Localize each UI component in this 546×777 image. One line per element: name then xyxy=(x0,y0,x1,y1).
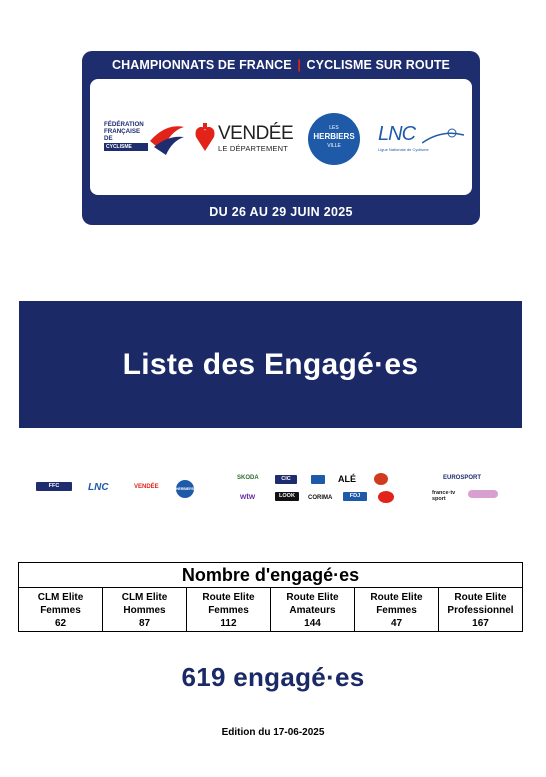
count-table-row xyxy=(19,588,522,632)
sponsor-eurosport-logo: EUROSPORT xyxy=(443,475,482,481)
count-cell-route-elite-femmes: Route Elite Femmes 112 xyxy=(187,588,271,632)
edition-date: Edition du 17-06-2025 xyxy=(221,727,325,738)
lnc-logo: LNC Ligue Nationale de Cyclisme xyxy=(378,123,464,157)
partner-lnc-logo: LNC xyxy=(88,482,109,493)
total-entries: 619 engagé·es xyxy=(181,662,365,692)
vendee-heart-icon xyxy=(194,123,216,153)
vendee-logo: VENDÉE LE DÉPARTEMENT xyxy=(194,123,290,159)
entries-count-table xyxy=(18,562,523,632)
sponsor-look-logo: LOOK xyxy=(275,492,299,501)
event-banner xyxy=(82,51,480,225)
sponsor-wtw-logo: wtw xyxy=(240,492,256,501)
banner-title-separator: | xyxy=(297,58,301,72)
sponsor-badge-logo xyxy=(311,475,325,484)
count-cell-clm-elite-hommes: CLM Elite Hommes 87 xyxy=(103,588,187,632)
main-title: Liste des Engagé·es xyxy=(122,347,419,381)
sponsor-rainbow-logo xyxy=(468,490,498,498)
count-cell-route-elite-femmes-2: Route Elite Femmes 47 xyxy=(355,588,439,632)
partner-ffc-logo: FFC xyxy=(36,482,72,491)
sponsor-total-logo xyxy=(378,491,394,503)
partners-strip xyxy=(0,470,546,510)
sponsor-round-logo xyxy=(374,473,388,485)
banner-title: CHAMPIONNATS DE FRANCE | CYCLISME SUR ROUTE xyxy=(112,58,450,72)
banner-logo-panel xyxy=(90,79,472,195)
sponsor-skoda-logo: SKODA xyxy=(237,475,259,481)
main-title-block xyxy=(19,301,522,428)
sponsor-cic-logo: CIC xyxy=(275,475,297,484)
banner-date: DU 26 AU 29 JUIN 2025 xyxy=(209,205,353,219)
ffc-logo: FÉDÉRATION FRANÇAISE DE CYCLISME xyxy=(104,121,186,159)
les-herbiers-logo: LES HERBIERS VILLE xyxy=(308,113,360,165)
count-cell-clm-elite-femmes: CLM Elite Femmes 62 xyxy=(19,588,103,632)
ffc-swoosh-icon xyxy=(148,121,186,157)
count-cell-route-elite-professionnel: Route Elite Professionnel 167 xyxy=(447,592,514,629)
partner-vendee-logo: VENDÉE xyxy=(134,484,159,490)
sponsor-ale-logo: ALÉ xyxy=(338,474,356,484)
partner-herbiers-logo: HERBIERS xyxy=(176,480,194,498)
sponsor-fdj-logo: FDJ xyxy=(343,492,367,501)
count-table-title: Nombre d'engagé·es xyxy=(19,563,522,588)
count-cell-route-elite-amateurs: Route Elite Amateurs 144 xyxy=(271,588,355,632)
sponsor-corima-logo: CORIMA xyxy=(308,495,333,501)
sponsor-francetv-logo: france·tv sport xyxy=(432,490,456,502)
lnc-swoosh-icon xyxy=(422,125,464,145)
